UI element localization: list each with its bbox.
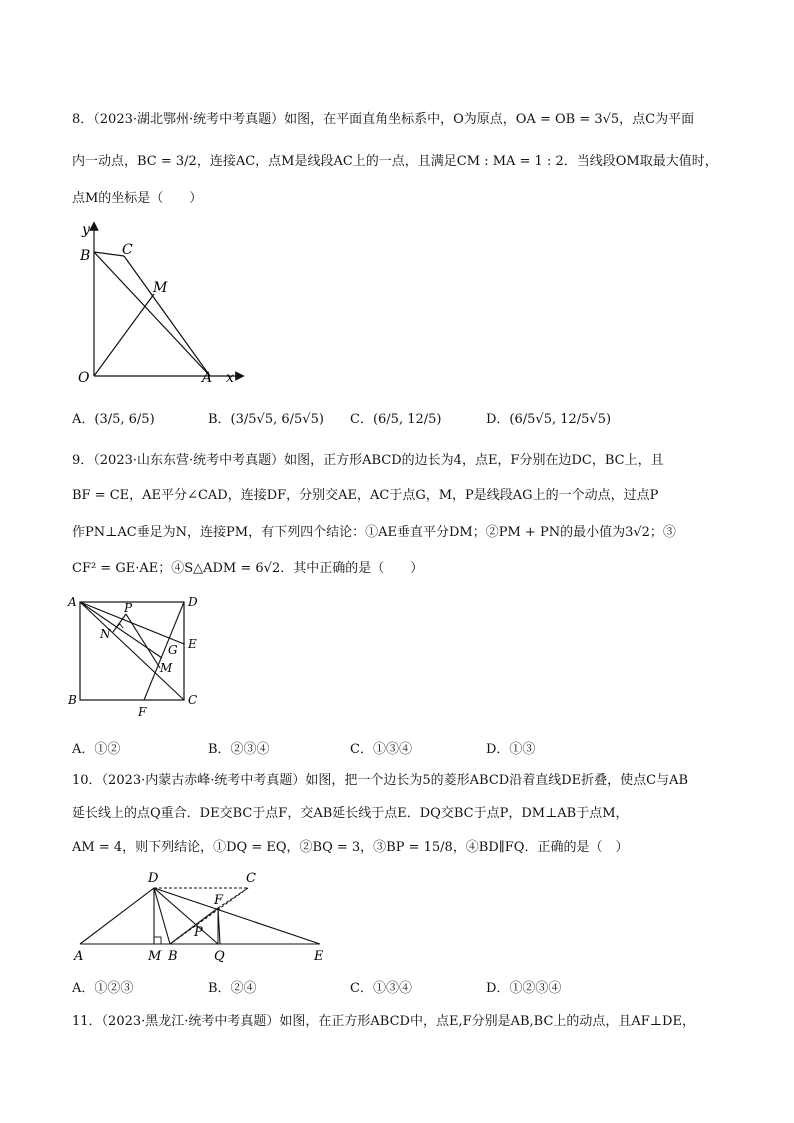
q10-label-M: M [148, 949, 162, 964]
q9-figure [66, 592, 216, 722]
q8-figure [70, 218, 250, 390]
q10-line-3: AM = 4，则下列结论，①DQ = EQ，②BQ = 3，③BP = 15/8，④BD∥FQ．正确的是（ ） [72, 840, 629, 855]
q8-option-b: B．(3/5√5, 6/5√5) [208, 412, 324, 427]
q9-option-c: C．①③④ [350, 742, 412, 757]
q10-option-b: B．②④ [208, 981, 257, 996]
q10-label-B: B [168, 949, 178, 964]
q10-option-a: A．①②③ [72, 981, 134, 996]
q8-label-A: A [202, 370, 213, 386]
q9-label-N: N [100, 627, 111, 641]
q8-label-M: M [153, 280, 168, 296]
q9-label-M: M [160, 661, 173, 675]
q10-figure [70, 866, 340, 966]
q10-option-d: D．①②③④ [486, 981, 562, 996]
q9-label-F: F [138, 705, 147, 719]
q10-line-2: 延长线上的点Q重合．DE交BC于点F，交AB延长线于点E．DQ交BC于点P，DM⊥AB于点M， [72, 806, 629, 821]
q8-label-y: y [82, 222, 90, 238]
q10-label-D: D [148, 871, 159, 886]
q9-label-C: C [188, 693, 198, 707]
q9-label-B: B [68, 693, 77, 707]
q9-label-P: P [124, 601, 133, 615]
q10-label-P: P [194, 925, 203, 940]
q8-label-x: x [226, 370, 234, 386]
q8-label-B: B [80, 248, 91, 264]
q10-options [72, 977, 752, 999]
q8-option-c: C．(6/5, 12/5) [350, 412, 442, 427]
q10-option-c: C．①③④ [350, 981, 412, 996]
q8-line-1: 8．（2023·湖北鄂州·统考中考真题）如图，在平面直角坐标系中，O为原点，OA = OB = 3√5，点C为平面 [72, 112, 695, 127]
q8-label-C: C [122, 242, 133, 258]
q8-label-O: O [78, 370, 90, 386]
q10-label-C: C [246, 871, 256, 886]
q9-label-A: A [68, 595, 77, 609]
q9-options [72, 738, 752, 760]
q9-option-d: D．①③ [486, 742, 536, 757]
q10-label-Q: Q [214, 949, 225, 964]
q8-option-a: A．(3/5, 6/5) [72, 412, 155, 427]
q9-option-b: B．②③④ [208, 742, 270, 757]
q9-line-1: 9．（2023·山东东营·统考中考真题）如图，正方形ABCD的边长为4，点E，F分别在边DC，BC上，且 [72, 453, 664, 468]
q9-line-4: CF² = GE·AE；④S△ADM = 6√2．其中正确的是（ ） [72, 561, 424, 576]
q8-line-3: 点M的坐标是（ ） [72, 191, 203, 206]
q9-line-2: BF = CE，AE平分∠CAD，连接DF，分别交AE，AC于点G，M，P是线段AG上的一个动点，过点P [72, 488, 659, 503]
q8-option-d: D．(6/5√5, 12/5√5) [486, 412, 612, 427]
q10-line-1: 10．（2023·内蒙古赤峰·统考中考真题）如图，把一个边长为5的菱形ABCD沿着直线DE折叠，使点C与AB [72, 773, 689, 788]
q10-label-F: F [214, 893, 224, 908]
q9-option-a: A．①② [72, 742, 121, 757]
q9-label-D: D [188, 595, 198, 609]
q8-line-2: 内一动点，BC = 3/2，连接AC，点M是线段AC上的一点，且满足CM : MA = 1 : 2．当线段OM取最大值时， [72, 154, 718, 169]
q9-label-E: E [188, 637, 197, 651]
q9-line-3: 作PN⊥AC垂足为N，连接PM，有下列四个结论：①AE垂直平分DM；②PM + PN的最小值为3√2；③ [72, 525, 676, 540]
q11-line-1: 11．（2023·黑龙江·统考中考真题）如图，在正方形ABCD中，点E,F分别是AB,BC上的动点，且AF⊥DE， [72, 1014, 695, 1029]
q8-options [72, 408, 752, 430]
q10-label-E: E [314, 949, 324, 964]
q9-label-G: G [168, 643, 178, 657]
q10-label-A: A [74, 949, 84, 964]
